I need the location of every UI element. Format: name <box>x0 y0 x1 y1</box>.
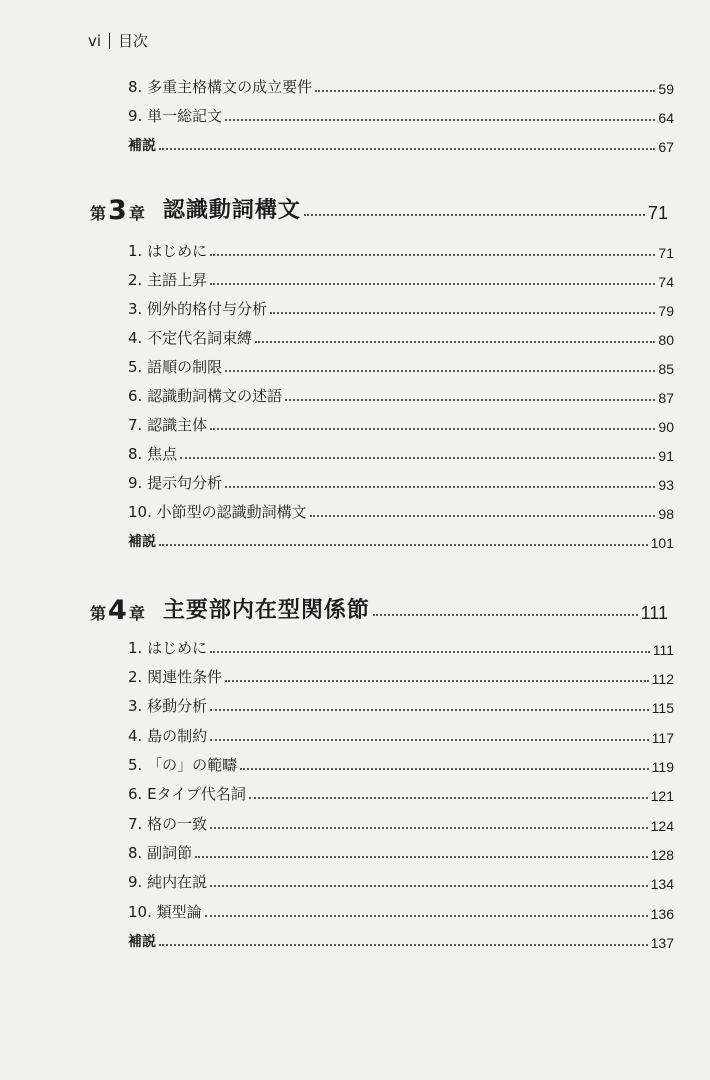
toc-entry[interactable] <box>128 751 674 775</box>
entry-title: 格の一致 <box>147 815 208 833</box>
dot-leader <box>210 651 650 653</box>
dot-leader <box>373 614 638 616</box>
entry-title: 焦点 <box>147 445 178 463</box>
toc-entry[interactable] <box>128 722 674 746</box>
entry-title: 認識主体 <box>147 416 208 434</box>
entry-number: 1. <box>128 242 143 260</box>
entry-page: 87 <box>658 390 674 406</box>
dot-leader <box>210 709 649 711</box>
toc-entry[interactable] <box>128 469 674 493</box>
entry-title: はじめに <box>147 639 208 657</box>
header-title: 目次 <box>118 32 149 50</box>
dot-leader <box>210 254 655 256</box>
toc-entry[interactable] <box>128 102 674 126</box>
toc-entry[interactable] <box>128 324 674 348</box>
entry-title: 多重主格構文の成立要件 <box>147 78 313 96</box>
dot-leader <box>180 457 655 459</box>
toc-entry-supplement[interactable] <box>128 527 674 551</box>
entry-page: 119 <box>651 759 674 775</box>
entry-page: 128 <box>650 847 674 863</box>
entry-title: 移動分析 <box>147 697 208 715</box>
entry-page: 59 <box>658 81 674 97</box>
entry-title: 不定代名詞束縛 <box>147 329 253 347</box>
entry-page: 74 <box>658 274 674 290</box>
dot-leader <box>225 486 655 488</box>
toc-entry[interactable] <box>128 810 674 834</box>
entry-page: 91 <box>658 448 674 464</box>
entry-page: 85 <box>658 361 674 377</box>
entry-title: 提示句分析 <box>147 474 223 492</box>
entry-title: 純内在説 <box>147 873 208 891</box>
entry-number: 9. <box>128 873 143 891</box>
dot-leader <box>249 797 648 799</box>
entry-title: Eタイプ代名詞 <box>147 785 246 803</box>
chapter-number: 4 <box>108 595 127 626</box>
toc-entry[interactable] <box>128 266 674 290</box>
dot-leader <box>240 768 649 770</box>
dot-leader <box>159 544 648 546</box>
entry-title: 単一総記文 <box>147 107 223 125</box>
dot-leader <box>210 739 649 741</box>
chapter-page: 111 <box>640 603 668 623</box>
entry-number: 6. <box>128 387 143 405</box>
toc-entry[interactable] <box>128 663 674 687</box>
chapter-page: 71 <box>647 203 668 223</box>
dot-leader <box>210 885 648 887</box>
entry-number: 3. <box>128 697 143 715</box>
entry-number: 7. <box>128 416 143 434</box>
entry-number: 10. <box>128 903 152 921</box>
dot-leader <box>225 119 655 121</box>
entry-number: 8. <box>128 78 143 96</box>
entry-title: はじめに <box>147 242 208 260</box>
entry-title: 補説 <box>128 138 156 154</box>
entry-page: 98 <box>658 506 674 522</box>
entry-page: 71 <box>658 245 674 261</box>
entry-title: 小節型の認識動詞構文 <box>156 503 307 521</box>
entry-title: 島の制約 <box>147 727 208 745</box>
dot-leader <box>210 827 648 829</box>
entry-page: 79 <box>658 303 674 319</box>
toc-entry[interactable] <box>128 839 674 863</box>
entry-title: 補説 <box>128 534 156 550</box>
entry-page: 64 <box>658 110 674 126</box>
entry-page: 90 <box>658 419 674 435</box>
chapter-title: 認識動詞構文 <box>162 198 301 223</box>
chapter-number: 3 <box>108 195 127 226</box>
entry-number: 9. <box>128 107 143 125</box>
chapter-title: 主要部内在型関係節 <box>162 598 370 623</box>
entry-number: 2. <box>128 668 143 686</box>
entry-number: 8. <box>128 445 143 463</box>
entry-page: 117 <box>651 730 674 746</box>
entry-number: 1. <box>128 639 143 657</box>
entry-page: 101 <box>650 535 674 551</box>
entry-title: 類型論 <box>156 903 202 921</box>
toc-entry-supplement[interactable] <box>128 927 674 951</box>
dot-leader <box>285 399 655 401</box>
toc-entry[interactable] <box>128 868 674 892</box>
entry-page: 111 <box>652 642 674 658</box>
chapter-suffix: 章 <box>128 604 145 623</box>
dot-leader <box>159 148 655 150</box>
toc-entry[interactable] <box>128 498 674 522</box>
running-header <box>88 30 148 51</box>
entry-number: 3. <box>128 300 143 318</box>
dot-leader <box>225 370 655 372</box>
entry-number: 4. <box>128 727 143 745</box>
toc-entry[interactable] <box>128 237 674 261</box>
toc-entry[interactable] <box>128 295 674 319</box>
toc-entry[interactable] <box>128 780 674 804</box>
dot-leader <box>210 428 655 430</box>
entry-number: 10. <box>128 503 152 521</box>
chapter-suffix: 章 <box>128 204 145 223</box>
toc-entry[interactable] <box>128 411 674 435</box>
entry-number: 6. <box>128 785 143 803</box>
entry-page: 134 <box>650 876 674 892</box>
chapter-heading[interactable] <box>90 590 668 624</box>
entry-title: 例外的格付与分析 <box>147 300 268 318</box>
entry-page: 121 <box>650 788 674 804</box>
toc-entry[interactable] <box>128 692 674 716</box>
entry-number: 8. <box>128 844 143 862</box>
dot-leader <box>195 856 648 858</box>
dot-leader <box>205 915 648 917</box>
page-number: vi <box>88 31 102 50</box>
entry-number: 2. <box>128 271 143 289</box>
chapter-prefix: 第 <box>90 604 107 623</box>
dot-leader <box>255 341 655 343</box>
dot-leader <box>304 214 645 216</box>
entry-title: 副詞節 <box>147 844 193 862</box>
entry-title: 認識動詞構文の述語 <box>147 387 283 405</box>
entry-title: 語順の制限 <box>147 358 223 376</box>
entry-number: 9. <box>128 474 143 492</box>
toc-entry[interactable] <box>128 898 674 922</box>
entry-page: 93 <box>658 477 674 493</box>
toc-entry[interactable] <box>128 73 674 97</box>
entry-page: 80 <box>658 332 674 348</box>
entry-number: 5. <box>128 358 143 376</box>
entry-page: 136 <box>650 906 674 922</box>
entry-page: 67 <box>658 139 674 155</box>
toc-entry[interactable] <box>128 634 674 658</box>
entry-number: 4. <box>128 329 143 347</box>
entry-page: 115 <box>651 700 674 716</box>
dot-leader <box>159 944 648 946</box>
entry-title: 関連性条件 <box>147 668 223 686</box>
entry-title: 補説 <box>128 934 156 950</box>
toc-entry[interactable] <box>128 440 674 464</box>
entry-title: 「の」の範疇 <box>147 756 238 774</box>
toc-entry[interactable] <box>128 353 674 377</box>
header-separator <box>109 33 110 49</box>
entry-number: 5. <box>128 756 143 774</box>
chapter-prefix: 第 <box>90 204 107 223</box>
dot-leader <box>225 680 649 682</box>
toc-entry[interactable] <box>128 382 674 406</box>
entry-number: 7. <box>128 815 143 833</box>
entry-title: 主語上昇 <box>147 271 208 289</box>
dot-leader <box>270 312 655 314</box>
toc-entry-supplement[interactable] <box>128 131 674 155</box>
entry-page: 112 <box>651 671 674 687</box>
entry-page: 137 <box>650 935 674 951</box>
entry-page: 124 <box>650 818 674 834</box>
dot-leader <box>315 90 655 92</box>
chapter-heading[interactable] <box>90 190 668 224</box>
dot-leader <box>310 515 656 517</box>
dot-leader <box>210 283 655 285</box>
